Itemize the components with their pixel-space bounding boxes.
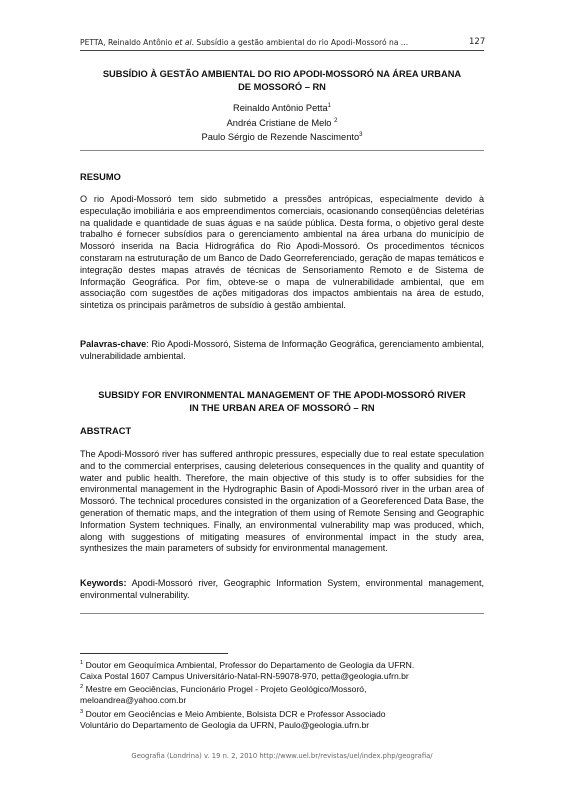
resumo-heading: RESUMO (80, 172, 121, 182)
abstract-heading: ABSTRACT (80, 426, 132, 436)
author-name: Reinaldo Antônio Petta (233, 103, 328, 114)
author-name: Paulo Sérgio de Rezende Nascimento (201, 132, 360, 143)
end-of-abstract-rule (80, 613, 484, 614)
article-title-pt (80, 68, 484, 93)
author-1 (80, 100, 484, 115)
footnote-text: Doutor em Geoquímica Ambiental, Professor do Departamento de Geologia da UFRN. (83, 659, 415, 670)
palavras-chave (80, 339, 484, 363)
running-head-prefix: PETTA, Reinaldo Antônio (80, 38, 175, 47)
keywords-label-en: Keywords: (80, 578, 127, 588)
title-en-line2: IN THE URBAN AREA OF MOSSORÓ – RN (189, 402, 375, 413)
running-head-etal: et al (174, 38, 192, 47)
footnote-text: Mestre em Geociências, Funcionário Progel - Projeto Geológico/Mossoró, (83, 684, 367, 695)
footnote-2 (80, 682, 510, 695)
footnote-mark: 1 (80, 660, 84, 666)
footnote-mark: 2 (80, 684, 84, 691)
footnote-2-cont: meloandrea@yahoo.com.br (80, 695, 187, 706)
author-name: Andréa Cristiane de Melo (226, 117, 335, 128)
title-pt-line2: DE MOSSORÓ – RN (238, 81, 326, 92)
resumo-body: O rio Apodi-Mossoró tem sido submetido a pressões antrópicas, especialmente devido à especulação imobiliária e aos empreendimentos comerciais, ocasionando conseqüências deletérias na qualidade e quantidade de suas águas e na saúde pública. Desta forma, o objetivo geral deste trabalho é fornecer subsídios para o gerenciamento ambiental na área urbana do município de Mossoró inserida na Bacia Hidrográfica do Rio Apodi-Mossoró. Os procedimentos técnicos constaram na estruturação de um Banco de Dado Georreferenciado, geração de mapas temáticos e integração destes mapas através de técnicas de Sensoriamento Remoto e de Sistema de Informação Geográfica. Por fim, obteve-se o mapa de vulnerabilidade ambiental, que em associação com sugestões de ações mitigadoras dos impactos ambientais na área de estudo, sintetiza os principais parâmetros de subsídio à gestão ambiental. (80, 194, 484, 311)
footnote-1 (80, 658, 510, 671)
author-footnote-mark: 3 (359, 132, 363, 139)
author-2 (80, 115, 484, 130)
journal-footer: Geografia (Londrina) v. 19 n. 2, 2010 http://www.uel.br/revistas/uel/index.php/geografia/ (131, 752, 433, 760)
author-footnote-mark: 2 (334, 117, 338, 124)
author-list (80, 100, 484, 144)
footnote-3 (80, 707, 510, 720)
footnote-rule (80, 653, 228, 654)
title-en-line1: SUBSIDY FOR ENVIRONMENTAL MANAGEMENT OF THE APODI-MOSSORÓ RIVER (98, 390, 466, 400)
author-footnote-mark: 1 (327, 103, 331, 109)
keywords-en-text: Apodi-Mossoró river, Geographic Information System, environmental management, environmental vulnerability. (80, 578, 484, 600)
title-pt-line1: SUBSÍDIO À GESTÃO AMBIENTAL DO RIO APODI-MOSSORÓ NA ÁREA URBANA (102, 69, 462, 79)
author-separator-rule (80, 150, 484, 151)
header-rule (80, 50, 484, 51)
footnote-1-cont: Caixa Postal 1607 Campus Universitário-Natal-RN-59078-970, petta@geologia.ufrn.br (80, 671, 409, 682)
keywords-label-pt: Palavras-chave (80, 339, 147, 349)
page-number: 127 (469, 37, 486, 47)
footnote-text: Doutor em Geociências e Meio Ambiente, Bolsista DCR e Professor Associado (83, 708, 386, 719)
author-3 (80, 129, 484, 144)
footnotes (80, 658, 510, 731)
footnote-mark: 3 (80, 708, 84, 715)
running-header (80, 38, 484, 47)
abstract-body: The Apodi-Mossoró river has suffered anthropic pressures, especially due to real estate speculation and to the commercial enterprises, causing deleterious consequences in the quality and quantity of water and public health. Therefore, the main objective of this study is to offer subsidies for the environmental management in the Hydrographic Basin of Apodi-Mossoró river in the urban area of Mossoró. The technical procedures consisted in the organization of a Georeferenced Data Base, the generation of thematic maps, and the integration of them using of Remote Sensing and Geographic Information System techniques. Finally, an environmental vulnerability map was produced, which, along with suggestions of mitigating measures of environmental impact in the study area, synthesizes the main parameters of subsidy for environmental management. (80, 449, 484, 554)
keywords-pt: : Rio Apodi-Mossoró, Sistema de Informação Geográfica, gerenciamento ambiental, vulnerabilidade ambiental. (80, 339, 484, 361)
footnote-3-cont: Voluntário do Departamento de Geologia da UFRN, Paulo@geologia.ufrn.br (80, 719, 370, 730)
article-title-en (80, 389, 484, 414)
keywords-en (80, 578, 484, 602)
running-head-suffix: . Subsídio a gestão ambiental do rio Apodi-Mossoró na ... (191, 38, 409, 47)
